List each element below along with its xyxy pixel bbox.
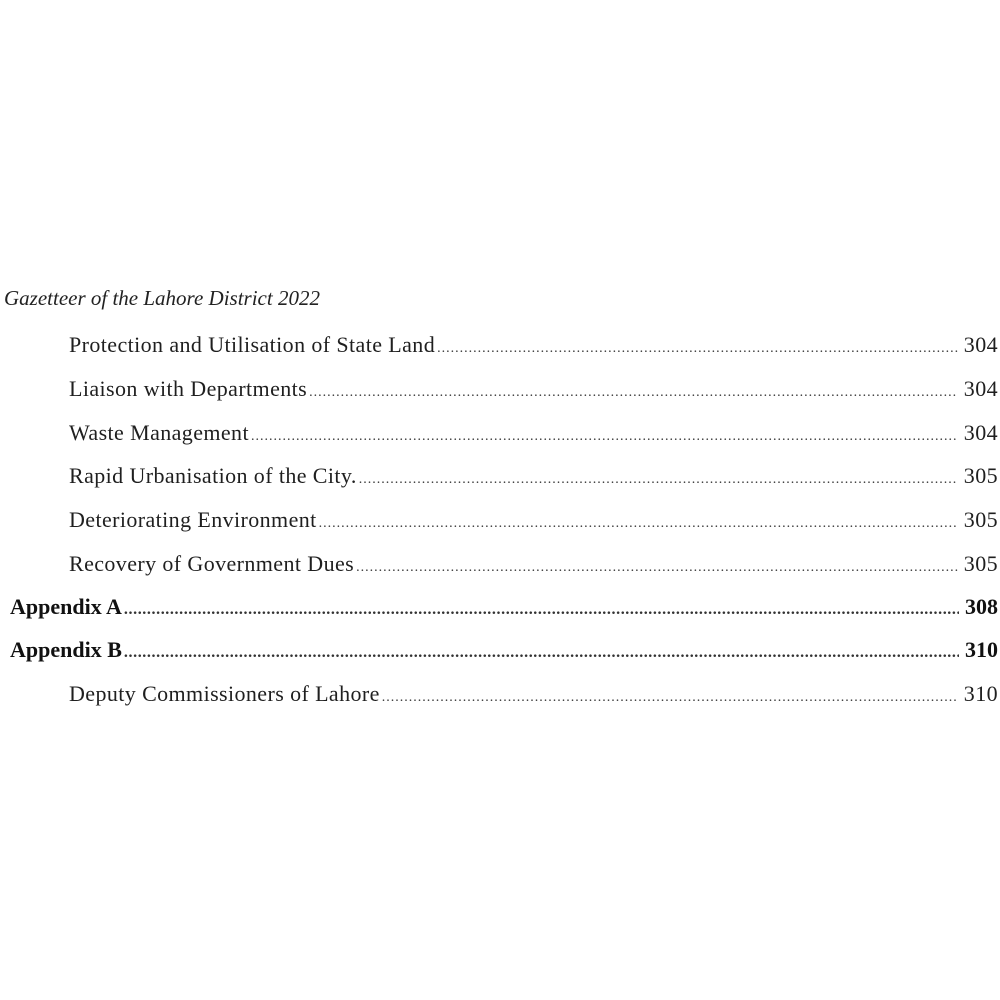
toc-dot-leader [437,341,958,357]
toc-dot-leader [124,601,959,619]
toc-entry-title: Recovery of Government Dues [69,551,355,576]
toc-entry-recovery-dues[interactable] [69,551,998,577]
toc-page-number: 305 [963,507,998,532]
running-header: Gazetteer of the Lahore District 2022 [4,286,320,310]
toc-dot-leader [124,644,959,662]
toc-entry-liaison-departments[interactable] [69,376,998,402]
toc-dot-leader [359,472,958,488]
toc-entry-title: Appendix B [10,637,122,662]
toc-page-number: 304 [963,420,998,445]
toc-page-number: 305 [963,463,998,488]
toc-entry-protection-state-land[interactable] [69,332,998,358]
toc-page-number: 304 [963,376,998,401]
toc-entry-title: Rapid Urbanisation of the City. [69,463,357,488]
toc-entry-title: Waste Management [69,420,249,445]
toc-page-number: 310 [965,637,998,662]
toc-page-number: 308 [965,594,998,619]
toc-entry-title: Protection and Utilisation of State Land [69,332,436,357]
toc-entry-rapid-urbanisation[interactable] [69,463,998,489]
toc-entry-title: Deputy Commissioners of Lahore [69,681,380,706]
toc-entry-deteriorating-environment[interactable] [69,507,998,533]
toc-entry-deputy-commissioners[interactable] [69,681,998,707]
toc-page-number: 310 [963,681,998,706]
toc-entry-title: Deteriorating Environment [69,507,317,532]
toc-dot-leader [309,385,958,401]
toc-dot-leader [319,516,958,532]
toc-dot-leader [382,690,958,706]
toc-entry-appendix-a[interactable] [10,594,998,620]
toc-entry-title: Appendix A [10,594,122,619]
toc-dot-leader [251,429,958,445]
toc-entry-title: Liaison with Departments [69,376,308,401]
toc-entry-waste-management[interactable] [69,420,998,446]
toc-page-number: 304 [963,332,998,357]
toc-entry-appendix-b[interactable] [10,637,998,663]
toc-dot-leader [356,560,958,576]
toc-page-number: 305 [963,551,998,576]
